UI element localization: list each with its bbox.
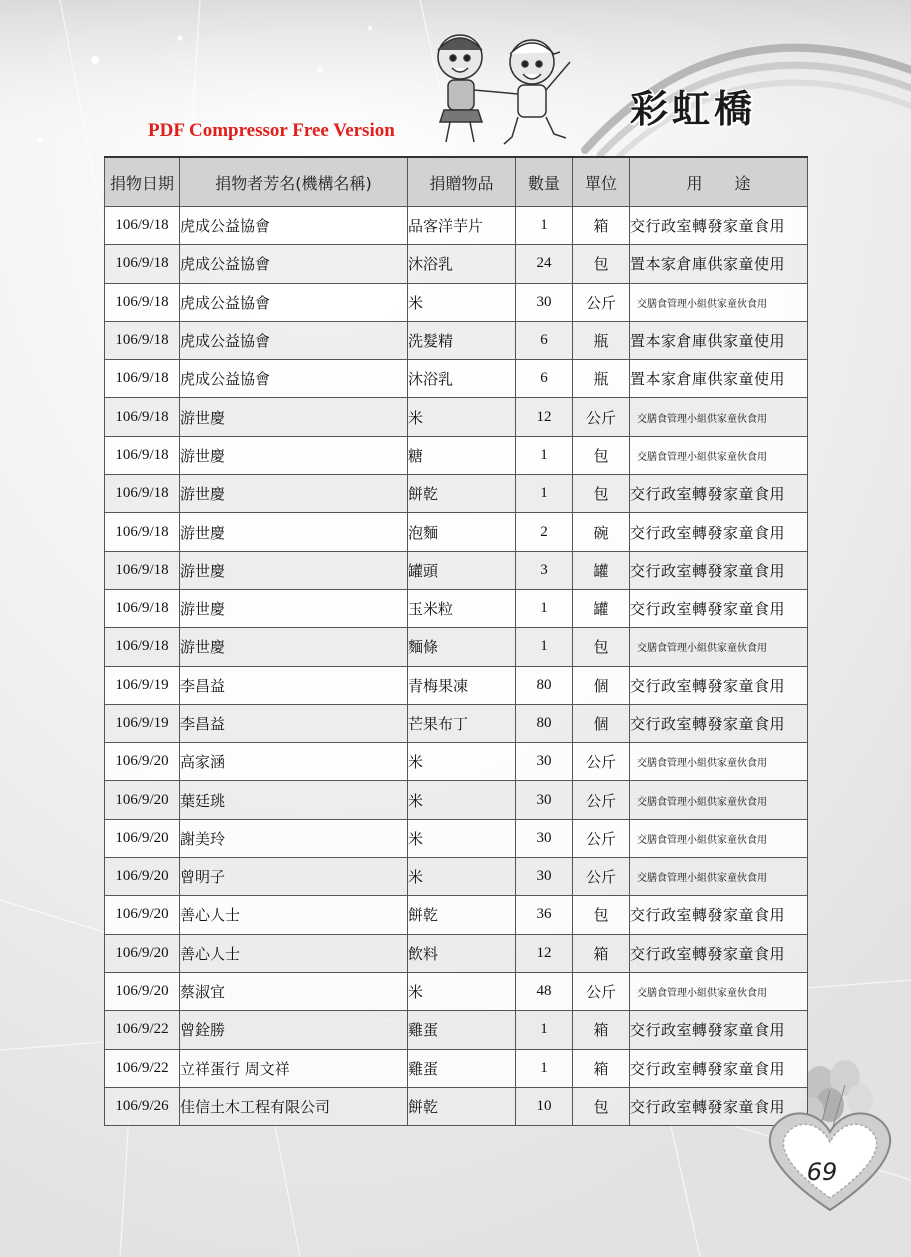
cell-item: 芒果布丁 [408, 704, 516, 742]
cell-donor: 立祥蛋行 周文祥 [180, 1049, 408, 1087]
cell-quantity: 12 [516, 398, 573, 436]
page-number: 69 [806, 1158, 838, 1186]
table-row [105, 1011, 808, 1049]
cell-donor: 李昌益 [180, 704, 408, 742]
cell-item: 餅乾 [408, 1087, 516, 1125]
cell-quantity: 30 [516, 819, 573, 857]
cell-purpose: 交行政室轉發家童食用 [630, 475, 808, 513]
cell-quantity: 12 [516, 934, 573, 972]
table-row [105, 513, 808, 551]
cell-donor: 游世慶 [180, 551, 408, 589]
table-row [105, 360, 808, 398]
cell-quantity: 30 [516, 283, 573, 321]
cell-item: 米 [408, 398, 516, 436]
table-row [105, 245, 808, 283]
cell-donor: 高家涵 [180, 743, 408, 781]
table-row [105, 781, 808, 819]
cell-unit: 個 [573, 666, 630, 704]
cell-quantity: 2 [516, 513, 573, 551]
cell-unit: 公斤 [573, 972, 630, 1010]
cell-item: 米 [408, 781, 516, 819]
table-row [105, 628, 808, 666]
cell-date: 106/9/18 [105, 321, 180, 359]
cell-date: 106/9/19 [105, 704, 180, 742]
cell-date: 106/9/18 [105, 283, 180, 321]
cell-unit: 公斤 [573, 743, 630, 781]
cell-donor: 虎成公益協會 [180, 321, 408, 359]
cell-quantity: 1 [516, 1011, 573, 1049]
cell-date: 106/9/18 [105, 551, 180, 589]
cell-item: 糖 [408, 436, 516, 474]
table-row [105, 972, 808, 1010]
cell-purpose: 置本家倉庫供家童使用 [630, 360, 808, 398]
cell-date: 106/9/20 [105, 781, 180, 819]
column-header-unit: 單位 [573, 157, 630, 207]
cell-item: 雞蛋 [408, 1049, 516, 1087]
cell-donor: 葉廷珧 [180, 781, 408, 819]
cell-unit: 公斤 [573, 858, 630, 896]
cell-quantity: 6 [516, 321, 573, 359]
column-header-purpose: 用 途 [630, 157, 808, 207]
cell-unit: 包 [573, 245, 630, 283]
donation-table [104, 156, 808, 1126]
cell-quantity: 1 [516, 436, 573, 474]
cell-date: 106/9/22 [105, 1011, 180, 1049]
cell-quantity: 6 [516, 360, 573, 398]
cell-quantity: 1 [516, 475, 573, 513]
brand-title: 彩虹橋 [630, 86, 757, 131]
cell-item: 青梅果凍 [408, 666, 516, 704]
cell-date: 106/9/22 [105, 1049, 180, 1087]
table-row [105, 666, 808, 704]
table-row [105, 321, 808, 359]
cell-unit: 包 [573, 436, 630, 474]
cell-item: 品客洋芋片 [408, 207, 516, 245]
cell-quantity: 1 [516, 628, 573, 666]
table-row [105, 398, 808, 436]
cell-item: 米 [408, 283, 516, 321]
cell-unit: 公斤 [573, 283, 630, 321]
cell-purpose: 置本家倉庫供家童使用 [630, 245, 808, 283]
heart-badge [760, 1060, 900, 1220]
table-row [105, 819, 808, 857]
cell-item: 玉米粒 [408, 589, 516, 627]
cell-donor: 李昌益 [180, 666, 408, 704]
cell-quantity: 1 [516, 1049, 573, 1087]
table-row [105, 1049, 808, 1087]
cell-donor: 虎成公益協會 [180, 283, 408, 321]
cell-unit: 箱 [573, 1049, 630, 1087]
cell-item: 米 [408, 858, 516, 896]
cell-date: 106/9/18 [105, 245, 180, 283]
cell-purpose: 置本家倉庫供家童使用 [630, 321, 808, 359]
cell-item: 泡麵 [408, 513, 516, 551]
cell-date: 106/9/20 [105, 743, 180, 781]
table-row [105, 207, 808, 245]
table-row [105, 858, 808, 896]
table-row [105, 1087, 808, 1125]
cell-date: 106/9/18 [105, 475, 180, 513]
cell-unit: 瓶 [573, 321, 630, 359]
column-header-date: 捐物日期 [105, 157, 180, 207]
cell-unit: 包 [573, 896, 630, 934]
cell-purpose: 交膳食管理小組供家童伙食用 [630, 781, 808, 819]
table-row [105, 896, 808, 934]
cell-purpose: 交行政室轉發家童食用 [630, 1087, 808, 1125]
column-header-item: 捐贈物品 [408, 157, 516, 207]
cell-donor: 善心人士 [180, 934, 408, 972]
cell-purpose: 交行政室轉發家童食用 [630, 207, 808, 245]
cell-date: 106/9/26 [105, 1087, 180, 1125]
cell-purpose: 交膳食管理小組供家童伙食用 [630, 743, 808, 781]
cell-purpose: 交膳食管理小組供家童伙食用 [630, 436, 808, 474]
cell-donor: 佳信土木工程有限公司 [180, 1087, 408, 1125]
cell-quantity: 30 [516, 781, 573, 819]
column-header-donor: 捐物者芳名(機構名稱) [180, 157, 408, 207]
cell-unit: 包 [573, 475, 630, 513]
cell-donor: 游世慶 [180, 436, 408, 474]
cell-donor: 游世慶 [180, 398, 408, 436]
cell-unit: 公斤 [573, 819, 630, 857]
cell-quantity: 3 [516, 551, 573, 589]
table-row [105, 283, 808, 321]
cell-quantity: 1 [516, 589, 573, 627]
cell-donor: 游世慶 [180, 513, 408, 551]
cell-date: 106/9/20 [105, 934, 180, 972]
cell-item: 餅乾 [408, 896, 516, 934]
cell-item: 米 [408, 819, 516, 857]
cell-quantity: 36 [516, 896, 573, 934]
cell-donor: 蔡淑宜 [180, 972, 408, 1010]
cell-purpose: 交行政室轉發家童食用 [630, 934, 808, 972]
cell-item: 罐頭 [408, 551, 516, 589]
cell-item: 米 [408, 743, 516, 781]
table-row [105, 589, 808, 627]
cell-quantity: 80 [516, 704, 573, 742]
cell-date: 106/9/18 [105, 589, 180, 627]
cell-quantity: 24 [516, 245, 573, 283]
cell-unit: 瓶 [573, 360, 630, 398]
cell-item: 沐浴乳 [408, 245, 516, 283]
cell-quantity: 10 [516, 1087, 573, 1125]
cell-date: 106/9/20 [105, 972, 180, 1010]
cell-unit: 公斤 [573, 781, 630, 819]
column-header-quantity: 數量 [516, 157, 573, 207]
cell-unit: 包 [573, 628, 630, 666]
cell-purpose: 交行政室轉發家童食用 [630, 666, 808, 704]
cell-item: 餅乾 [408, 475, 516, 513]
cell-unit: 罐 [573, 551, 630, 589]
table-row [105, 551, 808, 589]
cell-item: 飲料 [408, 934, 516, 972]
cell-purpose: 交膳食管理小組供家童伙食用 [630, 972, 808, 1010]
cell-item: 沐浴乳 [408, 360, 516, 398]
cell-unit: 公斤 [573, 398, 630, 436]
cell-date: 106/9/18 [105, 628, 180, 666]
cell-date: 106/9/20 [105, 896, 180, 934]
cell-unit: 個 [573, 704, 630, 742]
cell-date: 106/9/18 [105, 436, 180, 474]
cell-donor: 游世慶 [180, 475, 408, 513]
cell-donor: 曾銓勝 [180, 1011, 408, 1049]
cell-purpose: 交膳食管理小組供家童伙食用 [630, 819, 808, 857]
cell-purpose: 交行政室轉發家童食用 [630, 896, 808, 934]
cell-donor: 善心人士 [180, 896, 408, 934]
cell-unit: 包 [573, 1087, 630, 1125]
cell-purpose: 交膳食管理小組供家童伙食用 [630, 858, 808, 896]
table-row [105, 743, 808, 781]
table-row [105, 436, 808, 474]
watermark-text: PDF Compressor Free Version [148, 120, 395, 141]
cell-purpose: 交膳食管理小組供家童伙食用 [630, 628, 808, 666]
cell-item: 麵條 [408, 628, 516, 666]
cell-date: 106/9/20 [105, 819, 180, 857]
cell-purpose: 交膳食管理小組供家童伙食用 [630, 398, 808, 436]
cell-date: 106/9/18 [105, 513, 180, 551]
cell-item: 洗髮精 [408, 321, 516, 359]
cell-quantity: 30 [516, 743, 573, 781]
cell-purpose: 交行政室轉發家童食用 [630, 704, 808, 742]
cell-item: 雞蛋 [408, 1011, 516, 1049]
cell-date: 106/9/18 [105, 360, 180, 398]
cell-date: 106/9/20 [105, 858, 180, 896]
cell-quantity: 30 [516, 858, 573, 896]
table-row [105, 475, 808, 513]
cell-quantity: 80 [516, 666, 573, 704]
table-row [105, 704, 808, 742]
cell-date: 106/9/18 [105, 398, 180, 436]
cell-quantity: 48 [516, 972, 573, 1010]
cell-donor: 虎成公益協會 [180, 207, 408, 245]
cell-donor: 曾明子 [180, 858, 408, 896]
cell-donor: 游世慶 [180, 628, 408, 666]
cell-purpose: 交膳食管理小組供家童伙食用 [630, 283, 808, 321]
cell-unit: 箱 [573, 207, 630, 245]
cell-donor: 游世慶 [180, 589, 408, 627]
cell-unit: 罐 [573, 589, 630, 627]
cell-unit: 箱 [573, 934, 630, 972]
table-row [105, 934, 808, 972]
cell-donor: 虎成公益協會 [180, 245, 408, 283]
cell-date: 106/9/19 [105, 666, 180, 704]
cell-purpose: 交行政室轉發家童食用 [630, 551, 808, 589]
cell-unit: 碗 [573, 513, 630, 551]
cell-quantity: 1 [516, 207, 573, 245]
cell-unit: 箱 [573, 1011, 630, 1049]
table-header-row [105, 157, 808, 207]
cell-purpose: 交行政室轉發家童食用 [630, 1011, 808, 1049]
cell-purpose: 交行政室轉發家童食用 [630, 1049, 808, 1087]
cell-purpose: 交行政室轉發家童食用 [630, 513, 808, 551]
cell-donor: 虎成公益協會 [180, 360, 408, 398]
cell-item: 米 [408, 972, 516, 1010]
cell-donor: 謝美玲 [180, 819, 408, 857]
children-illustration [420, 22, 580, 152]
cell-purpose: 交行政室轉發家童食用 [630, 589, 808, 627]
cell-date: 106/9/18 [105, 207, 180, 245]
